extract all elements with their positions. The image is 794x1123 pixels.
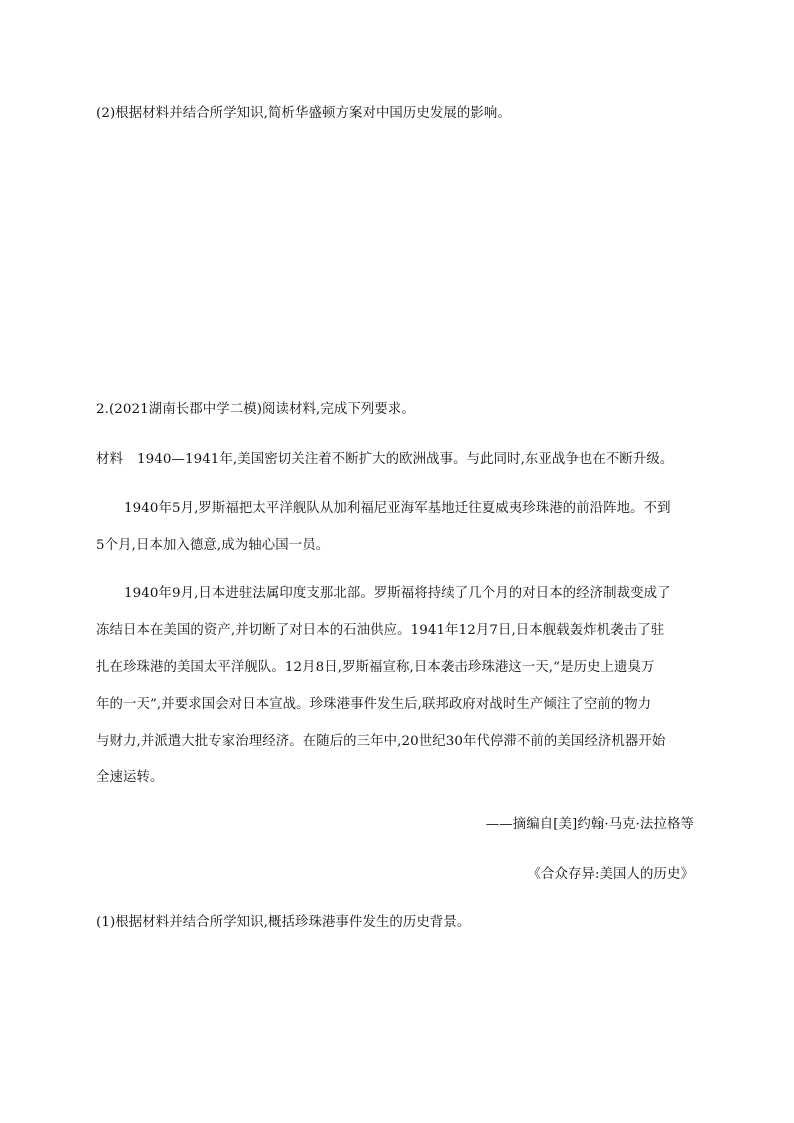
material-para3-line5: 与财力,并派遣大批专家治理经济。在随后的三年中,20世纪30年代停滞不前的美国经济机器开始 [96, 734, 666, 749]
material-line-1: 1940—1941年,美国密切关注着不断扩大的欧洲战事。与此同时,东亚战争也在不断升级。 [136, 452, 674, 467]
material-para2-line2: 5个月,日本加入德意,成为轴心国一员。 [96, 538, 330, 553]
question-2-part-1: (1)根据材料并结合所学知识,概括珍珠港事件发生的历史背景。 [96, 915, 471, 930]
material-para3-line2: 冻结日本在美国的资产,并切断了对日本的石油供应。1941年12月7日,日本舰载轰炸机袭击了驻 [96, 623, 665, 638]
material-para3-line3: 扎在珍珠港的美国太平洋舰队。12月8日,罗斯福宣称,日本袭击珍珠港这一天,“是历史上遗臭万 [96, 660, 655, 675]
question-2-header: 2.(2021湖南长郡中学二模)阅读材料,完成下列要求。 [96, 402, 415, 417]
material-label: 材料 [96, 452, 123, 467]
question-2-part-2: (2)根据材料并结合所学知识,简析华盛顿方案对中国历史发展的影响。 [96, 106, 511, 121]
material-intro-line [96, 450, 673, 470]
material-para2-line1: 1940年5月,罗斯福把太平洋舰队从加利福尼亚海军基地迁往夏威夷珍珠港的前沿阵地。不到 [124, 501, 671, 516]
source-book: 《合众存异:美国人的历史》 [527, 867, 694, 882]
source-author: ——摘编自[美]约翰·马克·法拉格等 [485, 817, 694, 832]
material-para3-line1: 1940年9月,日本进驻法属印度支那北部。罗斯福将持续了几个月的对日本的经济制裁变成了 [124, 586, 671, 601]
material-para3-line6: 全速运转。 [96, 770, 164, 785]
material-para3-line4: 年的一天”,并要求国会对日本宣战。珍珠港事件发生后,联邦政府对战时生产倾注了空前的物力 [96, 697, 652, 712]
